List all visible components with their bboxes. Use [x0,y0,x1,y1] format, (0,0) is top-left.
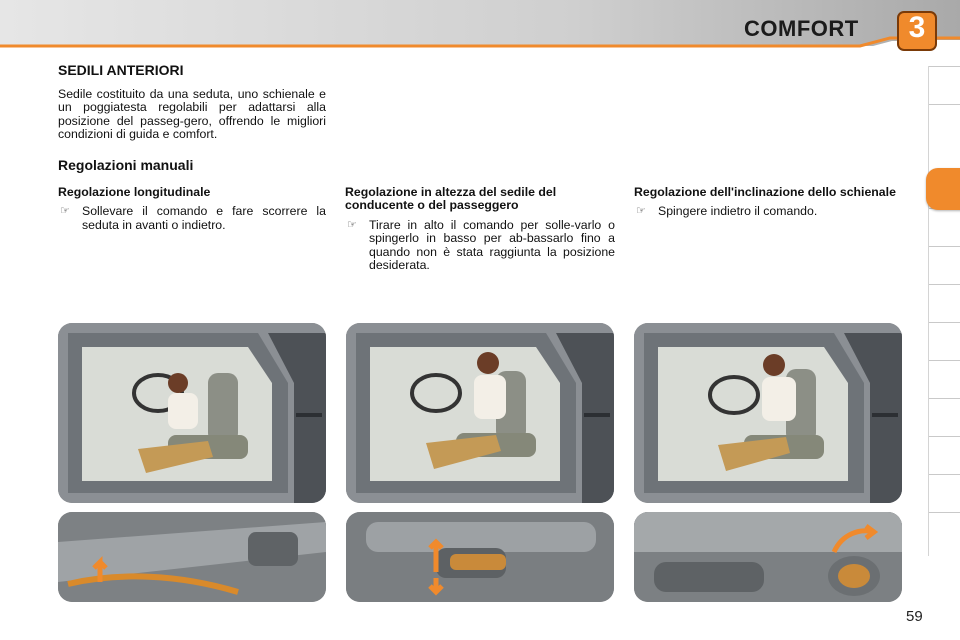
chapter-title: COMFORT [744,16,859,41]
column-recline [634,186,898,219]
chapter-tab[interactable] [928,474,960,505]
car-seat-photo-recline [634,323,902,503]
column-heading: Regolazione longitudinale [58,185,211,199]
section-title: SEDILI ANTERIORI [58,62,184,78]
pointing-hand-icon: ☞ [636,205,646,218]
instruction-text: Spingere indietro il comando. [658,204,818,219]
subsection-title: Regolazioni manuali [58,157,194,173]
chapter-tab[interactable] [928,104,960,135]
instruction-item [58,205,326,232]
car-seat-photo-height [346,323,614,503]
chapter-tab[interactable] [928,398,960,429]
chapter-tab-active[interactable] [926,168,960,210]
chapter-tabs [924,66,960,556]
chapter-number: 3 [908,11,926,44]
pointing-hand-icon: ☞ [60,205,70,218]
instruction-item [345,219,615,273]
chapter-tab[interactable] [928,284,960,315]
chapter-tab[interactable] [928,322,960,353]
instruction-text: Sollevare il comando e fare scorrere la seduta in avanti o indietro. [82,204,326,232]
tab-divider [928,66,929,556]
chapter-tab[interactable] [928,246,960,277]
instruction-item [634,205,898,218]
column-height [345,186,615,272]
car-seat-photo-longitudinal [58,323,326,503]
chapter-tab[interactable] [928,512,960,543]
chapter-tab[interactable] [928,208,960,239]
chapter-tab[interactable] [928,436,960,467]
chapter-tab[interactable] [928,66,960,97]
height-lever-detail-photo [346,512,614,602]
page-number: 59 [906,608,923,625]
instruction-text: Tirare in alto il comando per solle-varlo o spingerlo in basso per ab-bassarlo fino a quando non è stata raggiunta la posizione desiderata. [369,217,615,273]
column-heading: Regolazione dell'inclinazione dello schienale [634,185,896,199]
column-heading: Regolazione in altezza del sedile del conducente o del passeggero [345,185,557,213]
pointing-hand-icon: ☞ [347,218,357,231]
chapter-tab[interactable] [928,360,960,391]
seat-lever-detail-photo [58,512,326,602]
column-longitudinal [58,186,326,232]
recline-knob-detail-photo [634,512,902,602]
intro-paragraph: Sedile costituito da una seduta, uno schienale e un poggiatesta regolabili per adattarsi alla posizione del passeg-gero, offrendo le migliori condizioni di guida e comfort. [58,87,326,142]
